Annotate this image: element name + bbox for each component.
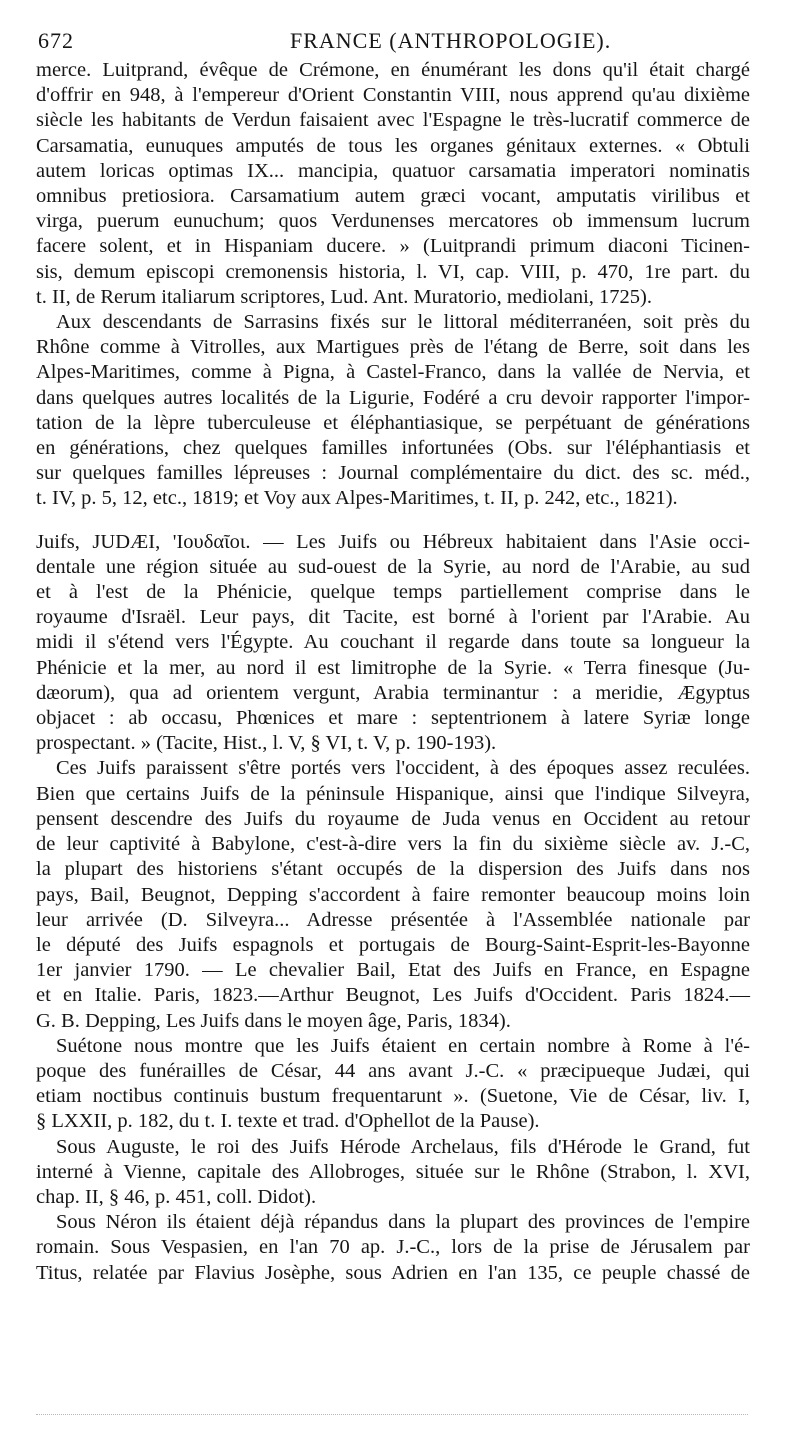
running-title: FRANCE (ANTHROPOLOGIE). <box>290 28 612 53</box>
text-line: leur arrivée (D. Silveyra... Adresse présentée à l'Assemblée nationale par <box>36 908 750 931</box>
text-line: autem loricas optimas IX... mancipia, quatuor carsamatia imperatori nominatis <box>36 159 750 182</box>
text-line: Aux descendants de Sarrasins fixés sur le littoral méditerranéen, soit près du <box>56 311 750 334</box>
text-line: Ces Juifs paraissent s'être portés vers l'occident, à des époques assez reculées. <box>56 757 750 780</box>
text-line: le député des Juifs espagnols et portugais de Bourg-Saint-Esprit-les-Bayonne <box>36 933 750 956</box>
text-line: § LXXII, p. 182, du t. I. texte et trad. d'Ophellot de la Pause). <box>36 1110 540 1133</box>
text-line: Sous Néron ils étaient déjà répandus dans la plupart des provinces de l'empire <box>56 1211 750 1234</box>
text-line: dentale une région située au sud-ouest de la Syrie, au nord de l'Arabie, au sud <box>36 555 750 578</box>
text-line: G. B. Depping, Les Juifs dans le moyen âge, Paris, 1834). <box>36 1009 511 1032</box>
text-line: virga, puerum eunuchum; quos Verdunenses mercatores ob immensum lucrum <box>36 210 750 233</box>
text-line: t. IV, p. 5, 12, etc., 1819; et Voy aux Alpes-Maritimes, t. II, p. 242, etc., 1821). <box>36 487 678 510</box>
text-line: et en Italie. Paris, 1823.—Arthur Beugnot, Les Juifs d'Occident. Paris 1824.— <box>36 984 750 1007</box>
text-line: de leur captivité à Babylone, c'est-à-dire vers la fin du sixième siècle av. J.-C, <box>36 833 750 856</box>
text-line: pays, Bail, Beugnot, Depping s'accordent à faire remonter beaucoup moins loin <box>36 883 750 906</box>
text-line: d'offrir en 948, à l'empereur d'Orient Constantin VIII, nous apprend qu'au dixième <box>36 84 750 107</box>
text-line: la plupart des historiens s'étant occupés de la dispersion des Juifs dans nos <box>36 858 750 881</box>
text-line: 1er janvier 1790. — Le chevalier Bail, Etat des Juifs en France, en Espagne <box>36 959 750 982</box>
text-line: Sous Auguste, le roi des Juifs Hérode Archelaus, fils d'Hérode le Grand, fut <box>56 1135 750 1158</box>
text-line: et à l'est de la Phénicie, quelque temps partiellement comprise dans le <box>36 581 750 604</box>
text-line: sur quelques familles lépreuses : Journal complémentaire du dict. des sc. méd., <box>36 462 750 485</box>
text-line: Phénicie et la mer, au nord il est limitrophe de la Syrie. « Terra finesque (Ju- <box>36 656 750 679</box>
text-line: dans quelques autres localités de la Ligurie, Fodéré a cru devoir rapporter l'impor- <box>36 386 750 409</box>
section-gap <box>36 512 750 530</box>
page-header <box>32 22 772 58</box>
text-line: objacet : ab occasu, Phœnices et mare : septentrionem à latere Syriæ longe <box>36 707 750 730</box>
text-line: tation de la lèpre tuberculeuse et éléphantiasique, se perpétuant de générations <box>36 411 750 434</box>
text-line: merce. Luitprand, évêque de Crémone, en énumérant les dons qu'il était chargé <box>36 59 750 81</box>
page-number: 672 <box>38 28 74 53</box>
text-line: chap. II, § 46, p. 451, coll. Didot). <box>36 1185 317 1208</box>
paragraph-occident <box>36 756 750 1033</box>
footer-rule <box>36 1414 748 1415</box>
text-line: poque des funérailles de César, 44 ans avant J.-C. « præcipueque Judæi, qui <box>36 1059 750 1082</box>
text-line: Titus, relatée par Flavius Josèphe, sous Adrien en l'an 135, ce peuple chassé de <box>36 1261 750 1284</box>
text-line: sis, demum episcopi cremonensis historia, l. VI, cap. VIII, p. 470, 1re part. du <box>36 260 750 283</box>
paragraph-sarrasins <box>36 310 750 512</box>
paragraph-luitprand <box>36 58 750 310</box>
paragraph-juifs <box>36 530 750 757</box>
text-line: pensent descendre des Juifs du royaume de Juda venus en Occident au retour <box>36 807 750 830</box>
text-line: Carsamatia, eunuques amputés de tous les organes génitaux externes. « Obtuli <box>36 134 750 157</box>
text-line: dæorum), qua ad orientem vergunt, Arabia terminantur : a meridie, Ægyptus <box>36 681 750 704</box>
paragraph-suetone <box>36 1034 750 1135</box>
text-line: Suétone nous montre que les Juifs étaient en certain nombre à Rome à l'é- <box>56 1034 750 1057</box>
text-line: Juifs, JUDÆI, 'Ιουδαῖοι. — Les Juifs ou Hébreux habitaient dans l'Asie occi- <box>36 530 750 553</box>
text-line: interné à Vienne, capitale des Allobroges, située sur le Rhône (Strabon, l. XVI, <box>36 1160 750 1183</box>
text-line: Alpes-Maritimes, comme à Pigna, à Castel-Franco, dans la vallée de Nervia, et <box>36 361 750 384</box>
text-line: midi il s'étend vers l'Égypte. Au couchant il regarde dans toute sa longueur la <box>36 631 750 654</box>
paragraph-neron <box>36 1210 750 1286</box>
text-line: prospectant. » (Tacite, Hist., l. V, § VI, t. V, p. 190-193). <box>36 732 497 755</box>
text-line: royaume d'Israël. Leur pays, dit Tacite, est borné à l'orient par l'Arabie. Au <box>36 606 750 629</box>
text-line: t. II, de Rerum italiarum scriptores, Lud. Ant. Muratorio, mediolani, 1725). <box>36 285 653 308</box>
text-line: romain. Sous Vespasien, en l'an 70 ap. J.-C., lors de la prise de Jérusalem par <box>36 1236 750 1259</box>
body-text <box>36 58 750 1286</box>
text-line: siècle les habitants de Verdun faisaient avec l'Espagne le très-lucratif commerce de <box>36 109 750 132</box>
text-line: Bien que certains Juifs de la péninsule Hispanique, ainsi que l'indique Silveyra, <box>36 782 750 805</box>
text-line: omnibus pretiosiora. Carsamatium autem græci vocant, amputatis virilibus et <box>36 185 750 208</box>
text-line: facere solent, et in Hispaniam ducere. » (Luitprandi primum diaconi Ticinen- <box>36 235 750 258</box>
paragraph-auguste <box>36 1135 750 1211</box>
text-line: en générations, chez quelques familles infortunées (Obs. sur l'éléphantiasis et <box>36 437 750 460</box>
text-line: etiam noctibus continuis bustum frequentarunt ». (Suetone, Vie de César, liv. I, <box>36 1085 750 1108</box>
text-line: Rhône comme à Vitrolles, aux Martigues près de l'étang de Berre, soit dans les <box>36 336 750 359</box>
